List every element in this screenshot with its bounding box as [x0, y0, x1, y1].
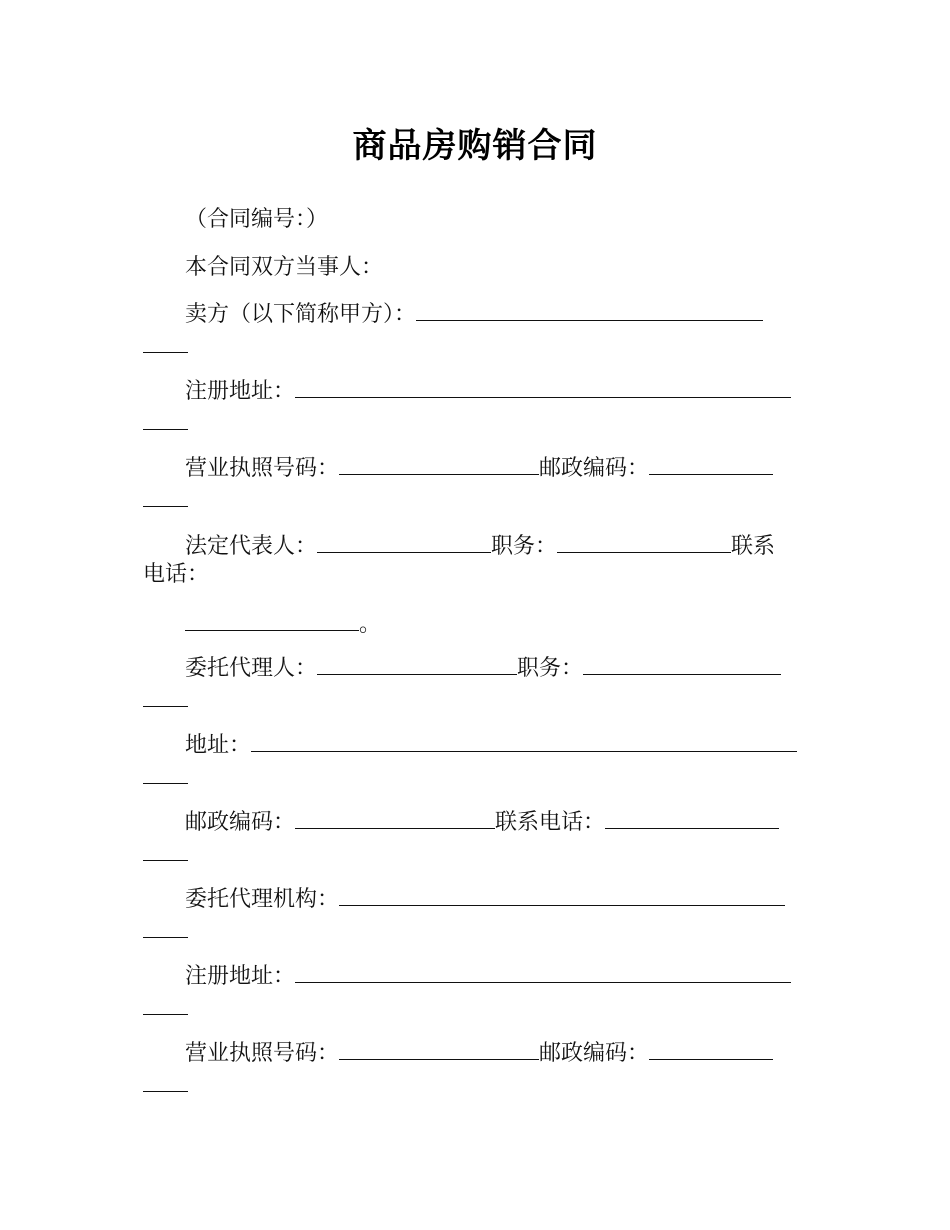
license-2-blank[interactable] — [339, 1037, 539, 1060]
license-label: 营业执照号码： — [185, 456, 340, 481]
agent-position-blank[interactable] — [583, 652, 781, 675]
address-blank[interactable] — [251, 729, 797, 752]
address-row — [185, 729, 797, 761]
agent-person-blank[interactable] — [317, 652, 517, 675]
contact-phone-row — [185, 608, 381, 640]
address-label: 地址： — [185, 733, 252, 758]
position-blank[interactable] — [557, 530, 731, 553]
seller-label: 卖方（以下简称甲方）： — [185, 302, 417, 327]
phone-2-label: 联系电话： — [495, 810, 606, 835]
position-label: 职务： — [491, 534, 558, 559]
seller-blank[interactable] — [416, 298, 763, 321]
license-postcode-row — [185, 452, 773, 484]
legal-rep-row — [185, 530, 775, 562]
agent-org-blank-tail — [143, 937, 188, 938]
reg-address-2-blank[interactable] — [295, 960, 791, 983]
legal-rep-label: 法定代表人： — [185, 534, 318, 559]
postcode-3-blank-tail — [143, 1091, 188, 1092]
reg-address-2-row — [185, 960, 791, 992]
license-2-label: 营业执照号码： — [185, 1041, 340, 1066]
contact-phone-blank[interactable] — [185, 608, 359, 631]
postcode-2-label: 邮政编码： — [185, 810, 296, 835]
postcode-blank[interactable] — [649, 452, 773, 475]
license-2-postcode-row — [185, 1037, 773, 1069]
reg-address-blank-tail — [143, 429, 188, 430]
contact-label-part1: 联系 — [731, 534, 776, 559]
agent-org-label: 委托代理机构： — [185, 887, 340, 912]
reg-address-2-label: 注册地址： — [185, 964, 296, 989]
document-title: 商品房购销合同 — [352, 126, 598, 166]
postcode-3-blank[interactable] — [649, 1037, 773, 1060]
agent-org-row — [185, 883, 785, 915]
parties-intro: 本合同双方当事人： — [185, 255, 384, 280]
phone-2-blank[interactable] — [605, 806, 779, 829]
license-blank[interactable] — [339, 452, 539, 475]
postcode-3-label: 邮政编码： — [539, 1041, 650, 1066]
reg-address-field — [185, 375, 791, 407]
phone-2-blank-tail — [143, 860, 188, 861]
reg-address-label: 注册地址： — [185, 379, 296, 404]
contact-label-part2: 电话： — [143, 562, 210, 587]
agent-position-blank-tail — [143, 706, 188, 707]
agent-person-row — [185, 652, 781, 684]
seller-field — [185, 298, 763, 330]
postcode-phone-row — [185, 806, 779, 838]
seller-blank-tail — [143, 352, 188, 353]
period-mark: 。 — [359, 612, 382, 637]
legal-rep-blank[interactable] — [317, 530, 491, 553]
address-blank-tail — [143, 783, 188, 784]
agent-org-blank[interactable] — [339, 883, 785, 906]
postcode-label: 邮政编码： — [539, 456, 650, 481]
reg-address-2-blank-tail — [143, 1014, 188, 1015]
reg-address-blank[interactable] — [295, 375, 791, 398]
postcode-blank-tail — [143, 506, 188, 507]
contract-number: （合同编号：） — [185, 207, 329, 232]
postcode-2-blank[interactable] — [295, 806, 495, 829]
agent-position-label: 职务： — [517, 656, 584, 681]
agent-person-label: 委托代理人： — [185, 656, 318, 681]
